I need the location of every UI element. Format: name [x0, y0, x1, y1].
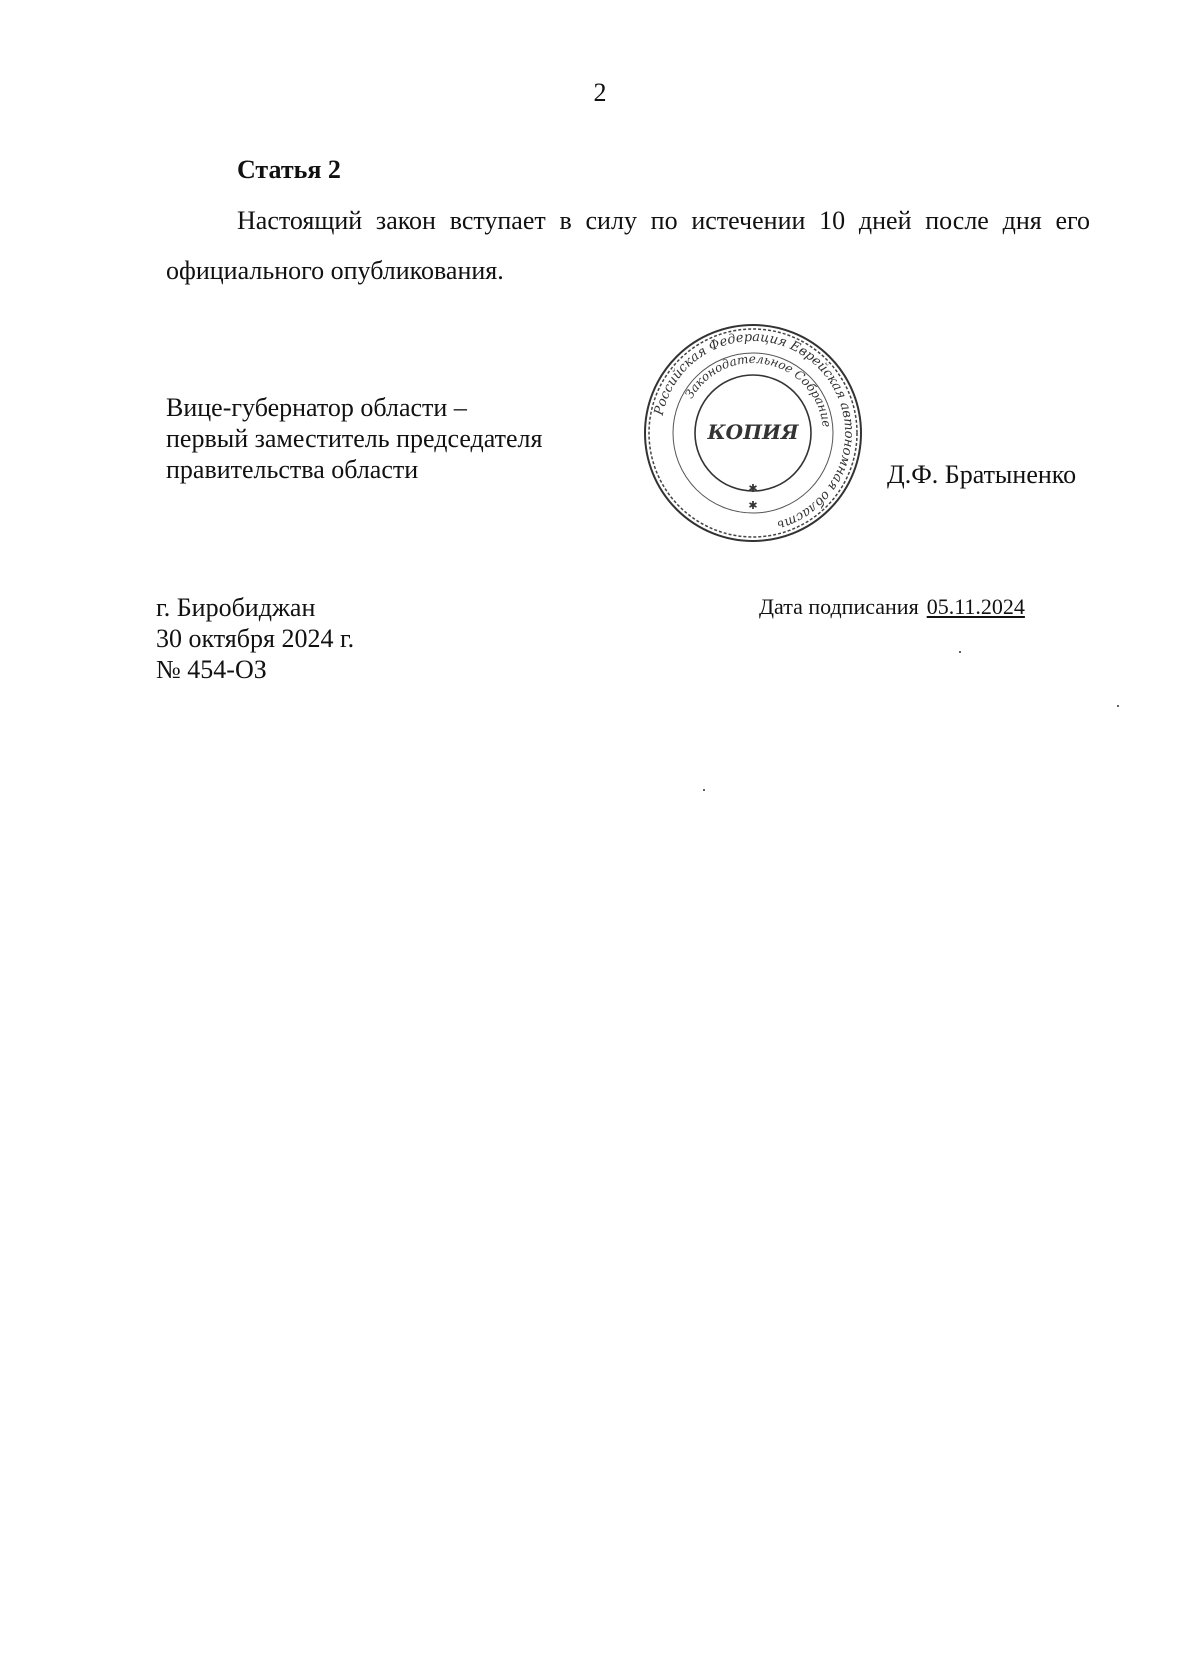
signing-date-value: 05.11.2024 — [926, 594, 1025, 619]
seal-star-icon: ✱ — [748, 499, 758, 512]
scan-speck — [703, 789, 705, 791]
page-number: 2 — [593, 78, 607, 107]
law-date: 30 октября 2024 г. — [156, 624, 355, 653]
place-block — [156, 592, 354, 685]
signer-title-line: первый заместитель председателя — [166, 424, 543, 453]
city: г. Биробиджан — [156, 593, 316, 622]
scan-speck — [959, 651, 961, 653]
article-text-line-1: Настоящий закон вступает в силу по истечении 10 дней после дня его — [237, 206, 1090, 235]
signer-name: Д.Ф. Братыненко — [887, 460, 1077, 489]
seal-star-icon: ✱ — [748, 482, 758, 495]
scan-speck — [1117, 705, 1119, 707]
signer-title-line: Вице-губернатор области – — [166, 393, 467, 422]
signing-date — [759, 594, 1025, 620]
law-number: № 454-ОЗ — [156, 655, 267, 684]
article-heading: Статья 2 — [237, 155, 341, 184]
official-seal — [642, 322, 864, 544]
article-text-line-2: официального опубликования. — [166, 256, 504, 285]
signing-date-label: Дата подписания — [759, 594, 919, 619]
signer-title — [166, 392, 542, 485]
signer-title-line: правительства области — [166, 455, 419, 484]
seal-inner-text-path: Законодательное Собрание — [682, 351, 834, 429]
seal-outer-text-path: Российская Федерация Еврейская автономная область — [651, 329, 857, 533]
seal-stamp-text: КОПИЯ — [707, 420, 799, 444]
